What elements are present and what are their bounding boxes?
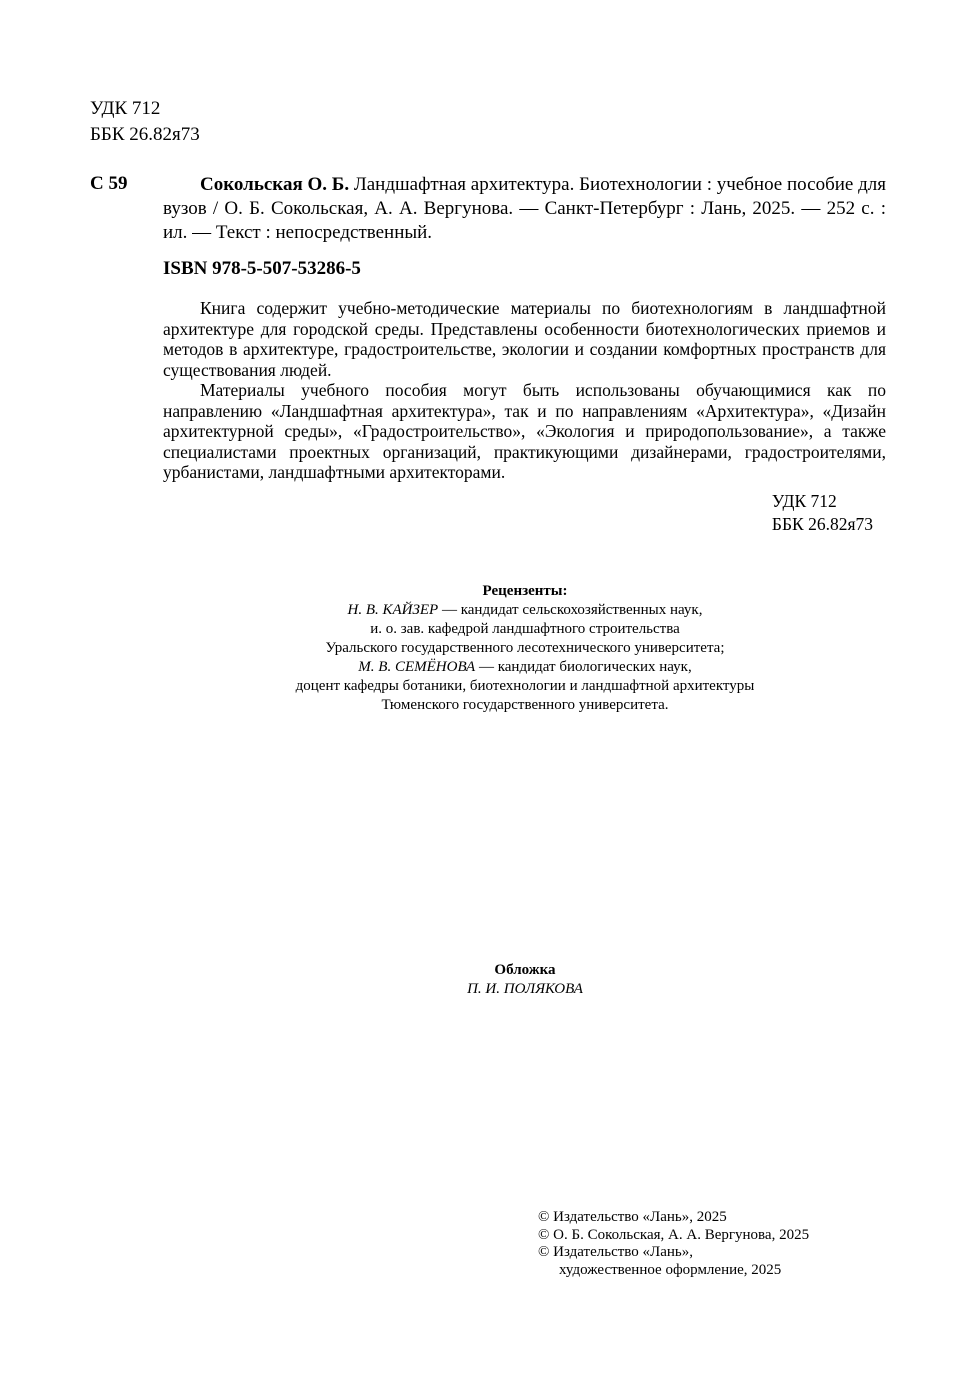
- cover-credit: [0, 961, 976, 999]
- annotation-paragraph: Книга содержит учебно-методические материалы по биотехнологиям в ландшафтной архитектуре для городской среды. Представлены особенности биотехнологических приемов и методов в архитектуре, градостроительстве, экологии и создании комфортных пространств для существования людей.: [163, 298, 886, 380]
- bibliographic-description: Ландшафтная архитектура. Биотехнологии : учебное пособие для вузов / О. Б. Сокольская, А. А. Вергунова. — Санкт-Петербург : Лань, 2025. — 252 с. : ил. — Текст : непосредственный.: [163, 174, 886, 243]
- copyright-block: [538, 1209, 809, 1279]
- copyright-line: © Издательство «Лань», 2025: [538, 1209, 727, 1225]
- isbn: ISBN 978-5-507-53286-5: [163, 258, 361, 279]
- reviewer-name: Н. В. КАЙЗЕР: [347, 602, 439, 618]
- reviewer-position: и. о. зав. кафедрой ландшафтного строительства: [370, 621, 680, 637]
- reviewer-position: доцент кафедры ботаники, биотехнологии и ландшафтной архитектуры: [295, 678, 755, 694]
- reviewers-heading: Рецензенты:: [482, 583, 568, 599]
- copyright-line: © Издательство «Лань»,: [538, 1244, 693, 1260]
- reviewer-degree: — кандидат сельскохозяйственных наук,: [438, 602, 703, 618]
- author-sign: С 59: [90, 173, 128, 194]
- udk-block-right: [772, 490, 873, 536]
- reviewer-affiliation: Уральского государственного лесотехнического университета;: [325, 640, 725, 656]
- reviewer-degree: — кандидат биологических наук,: [475, 659, 692, 675]
- reviewer-affiliation: Тюменского государственного университета.: [381, 697, 669, 713]
- annotation-paragraph: Материалы учебного пособия могут быть использованы обучающимися как по направлению «Ландшафтная архитектура», так и по направлениям «Архитектура», «Дизайн архитектурной среды», «Градостроительство», «Экология и природопользование», а также специалистами проектных организаций, практикующими дизайнерами, градостроителями, урбанистами, ландшафтными архитекторами.: [163, 380, 886, 482]
- udk-code: УДК 712: [771, 491, 837, 511]
- copyright-line: художественное оформление, 2025: [559, 1261, 782, 1278]
- reviewer-name: М. В. СЕМЁНОВА: [358, 659, 476, 675]
- bbk-code: ББК 26.82я73: [771, 514, 873, 534]
- reviewer-line: [0, 601, 976, 620]
- bibliographic-record: [163, 173, 886, 245]
- annotation: [163, 298, 886, 483]
- bbk-code: ББК 26.82я73: [90, 124, 200, 145]
- reviewer-line: [0, 658, 976, 677]
- udk-block-top: [90, 96, 200, 148]
- cover-heading: Обложка: [494, 962, 556, 978]
- udk-code: УДК 712: [90, 98, 161, 119]
- copyright-line: © О. Б. Сокольская, А. А. Вергунова, 2025: [538, 1226, 810, 1243]
- cover-designer: П. И. ПОЛЯКОВА: [467, 981, 583, 997]
- reviewers-block: [0, 582, 976, 715]
- author-name: Сокольская О. Б.: [200, 174, 350, 195]
